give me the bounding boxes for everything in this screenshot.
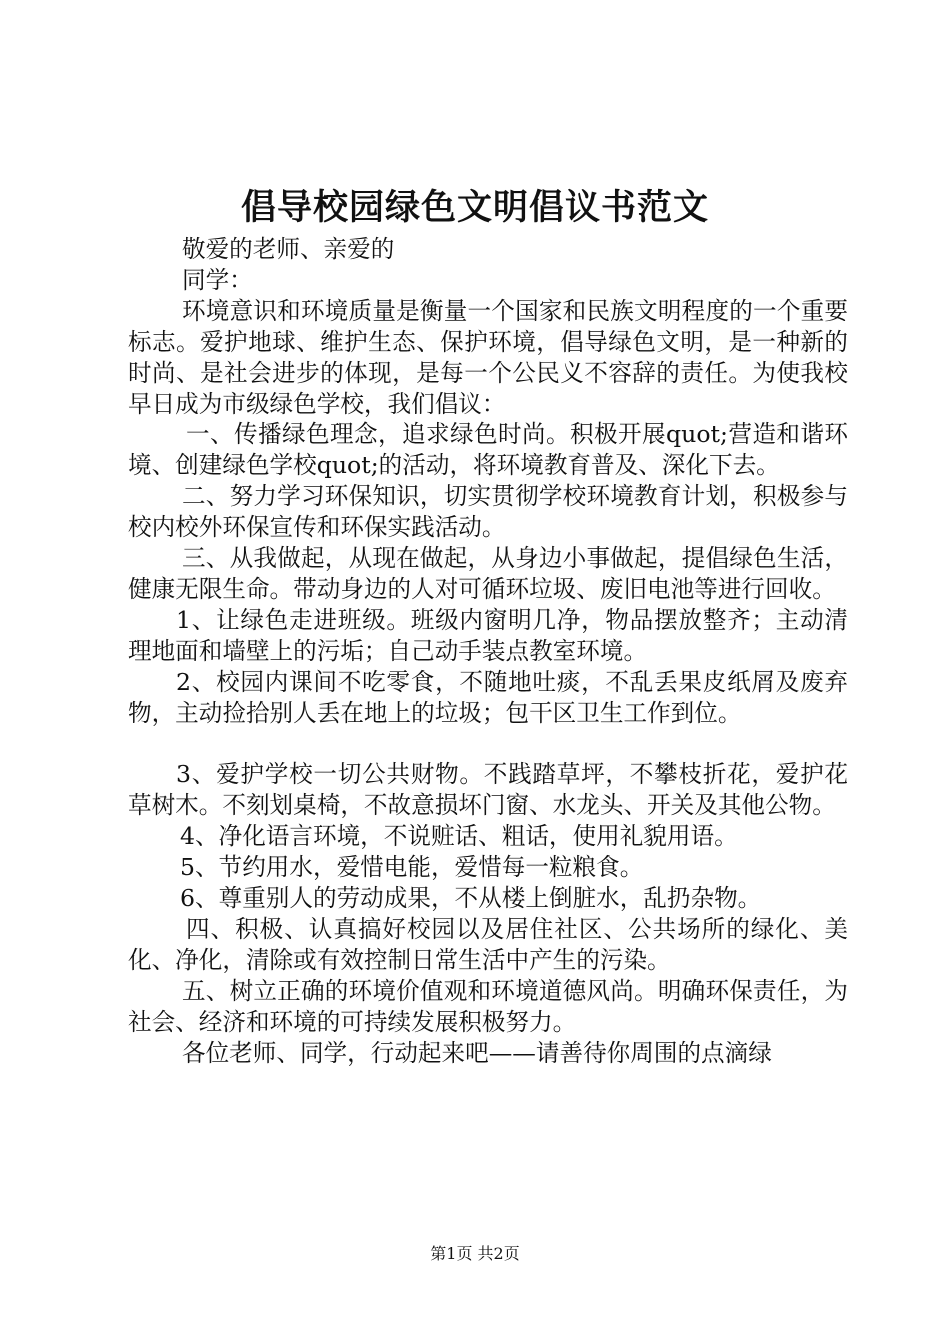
- paragraph-item-2: 2、校园内课间不吃零食，不随地吐痰，不乱丢果皮纸屑及废弃物，主动捡拾别人丢在地上的垃圾；包干区卫生工作到位。: [128, 667, 848, 727]
- paragraph-proposal-4: 四、积极、认真搞好校园以及居住社区、公共场所的绿化、美化、净化，清除或有效控制日常生活中产生的污染。: [128, 914, 848, 974]
- paragraph-item-6: 6、尊重别人的劳动成果，不从楼上倒脏水，乱扔杂物。: [180, 884, 762, 913]
- paragraph-item-3: 3、爱护学校一切公共财物。不践踏草坪，不攀枝折花，爱护花草树木。不刻划桌椅，不故意损坏门窗、水龙头、开关及其他公物。: [128, 760, 848, 820]
- document-title: 倡导校园绿色文明倡议书范文: [240, 187, 709, 228]
- paragraph-intro: 环境意识和环境质量是衡量一个国家和民族文明程度的一个重要标志。爱护地球、维护生态、保护环境，倡导绿色文明，是一种新的时尚、是社会进步的体现，是每一个公民义不容辞的责任。为使我校早日成为市级绿色学校，我们倡议：: [128, 296, 848, 418]
- paragraph-item-4: 4、净化语言环境，不说赃话、粗话，使用礼貌用语。: [180, 822, 738, 851]
- paragraph-proposal-1: 一、传播绿色理念，追求绿色时尚。积极开展quot;营造和谐环境、创建绿色学校quot;的活动，将环境教育普及、深化下去。: [128, 420, 848, 480]
- salutation-line-2: 同学：: [182, 265, 253, 294]
- blank-line: [128, 729, 848, 760]
- page-number-footer: 第1页 共2页: [430, 1244, 520, 1263]
- paragraph-proposal-3: 三、从我做起，从现在做起，从身边小事做起，提倡绿色生活，健康无限生命。带动身边的人对可循环垃圾、废旧电池等进行回收。: [128, 544, 848, 603]
- paragraph-item-5: 5、节约用水，爱惜电能，爱惜每一粒粮食。: [180, 853, 644, 882]
- salutation-line-1: 敬爱的老师、亲爱的: [182, 235, 395, 263]
- paragraph-proposal-2: 二、努力学习环保知识，切实贯彻学校环境教育计划，积极参与校内校外环保宣传和环保实践活动。: [128, 482, 848, 542]
- paragraph-closing: 各位老师、同学，行动起来吧——请善待你周围的点滴绿: [182, 1038, 772, 1067]
- paragraph-item-1: 1、让绿色走进班级。班级内窗明几净，物品摆放整齐；主动清理地面和墙壁上的污垢；自己动手装点教室环境。: [128, 605, 848, 665]
- paragraph-proposal-5: 五、树立正确的环境价值观和环境道德风尚。明确环保责任，为社会、经济和环境的可持续发展积极努力。: [128, 976, 848, 1036]
- document-body: [128, 234, 848, 1068]
